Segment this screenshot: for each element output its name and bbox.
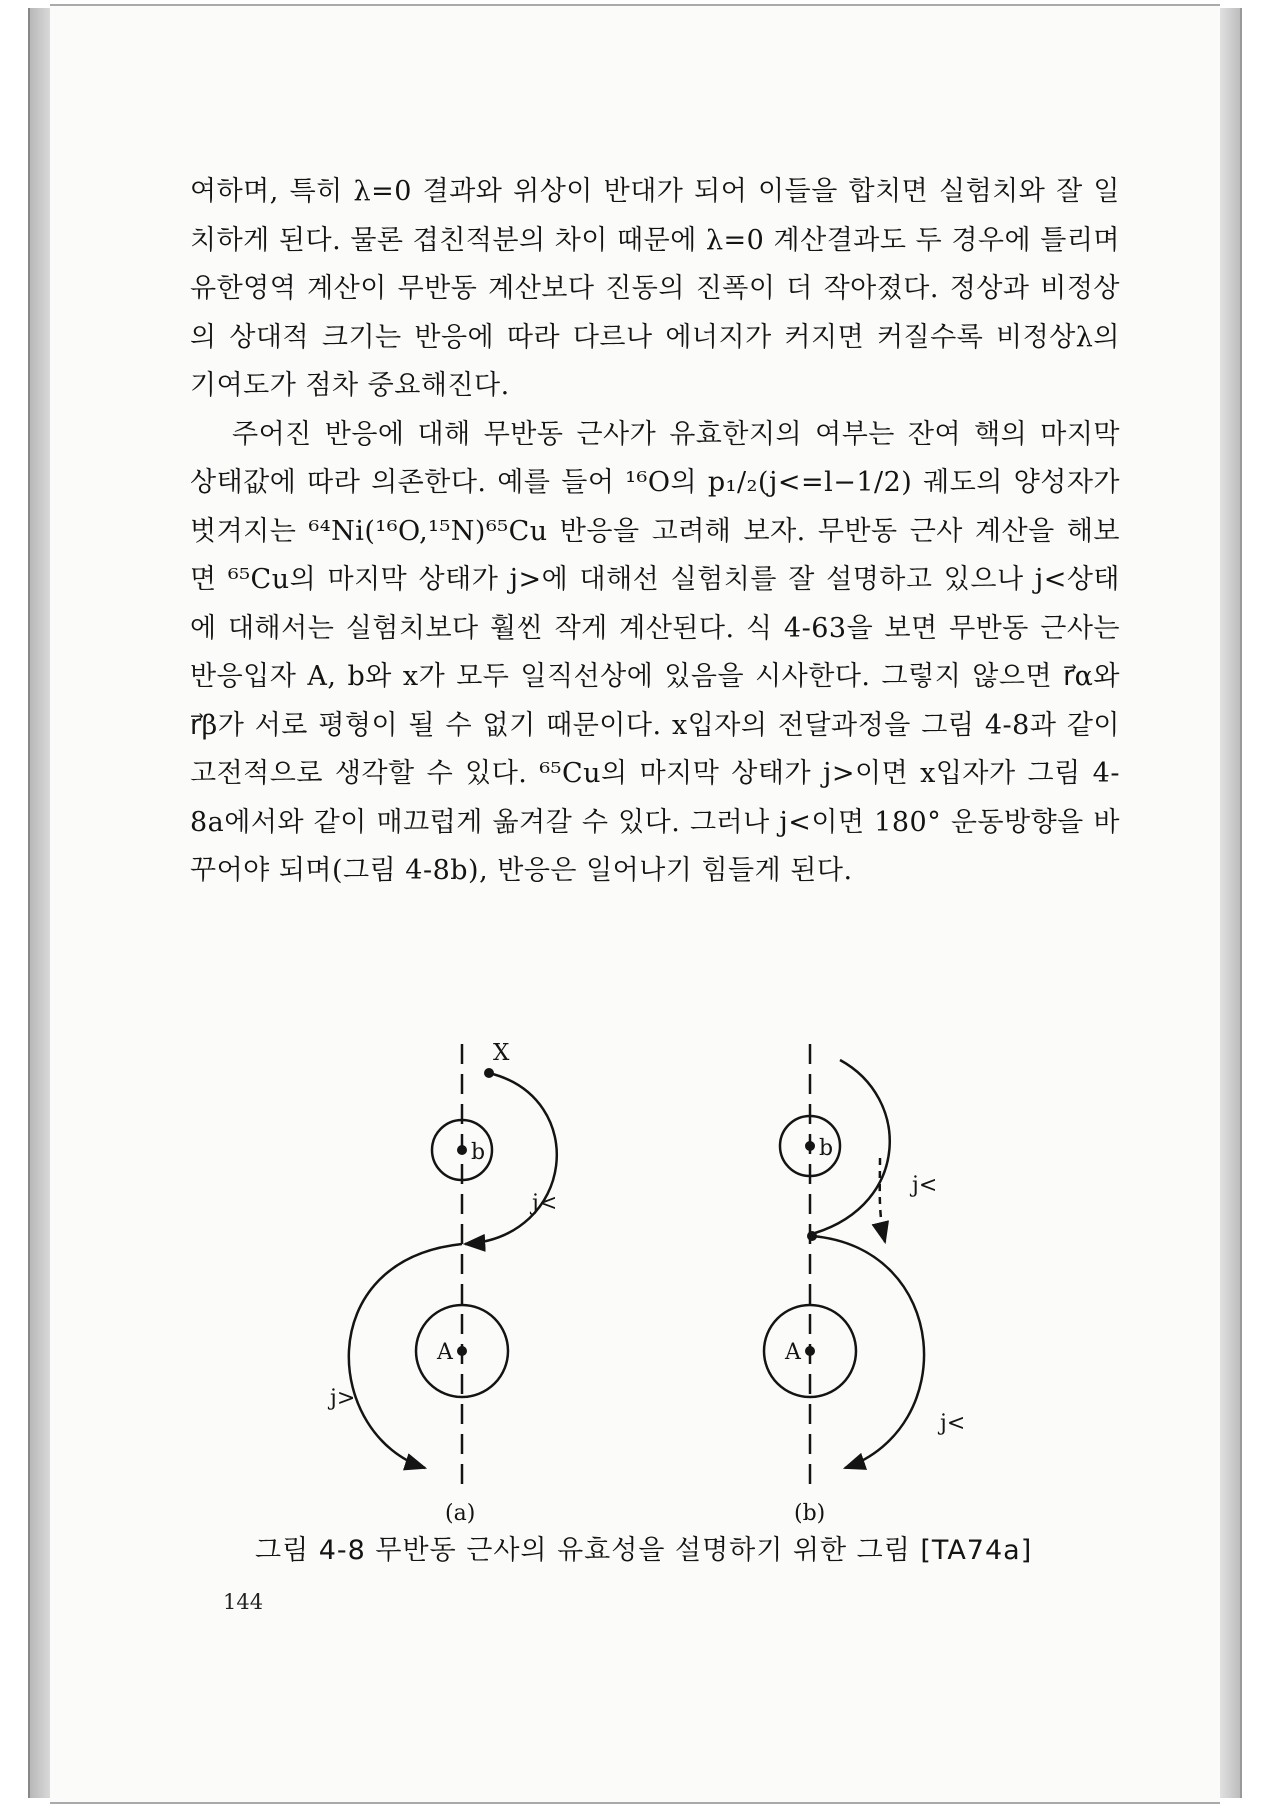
arc-lower-b [812, 1236, 924, 1468]
nucleus-A-dot-a [457, 1346, 467, 1356]
arc-upper-label-b: j< [912, 1173, 938, 1198]
panel-b-label: (b) [794, 1501, 826, 1526]
figure-diagram [300, 1028, 1120, 1528]
paragraph-2: 주어진 반응에 대해 무반동 근사가 유효한지의 여부는 잔여 핵의 마지막 상태값에 따라 의존한다. 예를 들어 ¹⁶O의 p₁/₂(j<=l−1/2) 궤도의 양성자가 벗겨지는 ⁶⁴Ni(¹⁶O,¹⁵N)⁶⁵Cu 반응을 고려해 보자. 무반동 근사 계산을 해보면 ⁶⁵Cu의 마지막 상태가 j>에 대해선 실험치를 잘 설명하고 있으나 j<상태에 대해서는 실험치보다 훨씬 작게 계산된다. 식 4-63을 보면 무반동 근사는 반응입자 A, b와 x가 모두 일직선상에 있음을 시사한다. 그렇지 않으면 r⃗α와 r⃗β가 서로 평형이 될 수 없기 때문이다. x입자의 전달과정을 그림 4-8과 같이 고전적으로 생각할 수 있다. ⁶⁵Cu의 마지막 상태가 j>이면 x입자가 그림 4-8a에서와 같이 매끄럽게 옮겨갈 수 있다. 그러나 j<이면 180° 운동방향을 바꾸어야 되며(그림 4-8b), 반응은 일어나기 힘들게 된다. [190, 418, 1120, 886]
panel-a [327, 1040, 557, 1526]
arc-lower-label-a: j> [330, 1386, 356, 1411]
nucleus-b-label-b: b [819, 1136, 834, 1161]
particle-x-label: X [493, 1040, 510, 1066]
nucleus-A-label-b: A [785, 1340, 801, 1365]
nucleus-b-label-a: b [471, 1140, 486, 1165]
paragraph-1: 여하며, 특히 λ=0 결과와 위상이 반대가 되어 이들을 합치면 실험치와 잘 일치하게 된다. 물론 겹친적분의 차이 때문에 λ=0 계산결과도 두 경우에 틀리며 유한영역 계산이 무반동 계산보다 진동의 진폭이 더 작아졌다. 정상과 비정상의 상대적 크기는 반응에 따라 다르나 에너지가 커지면 커질수록 비정상λ의 기여도가 점차 중요해진다. [190, 176, 1120, 401]
page-number: 144 [223, 1590, 264, 1614]
panel-b [764, 1044, 965, 1526]
page-edge-left [28, 8, 52, 1798]
figure-caption: 그림 4-8 무반동 근사의 유효성을 설명하기 위한 그림 [TA74a] [255, 1535, 1033, 1566]
nucleus-b-dot-a [457, 1145, 467, 1155]
nucleus-A-label-a: A [437, 1340, 453, 1365]
panel-a-label: (a) [445, 1501, 476, 1526]
body-text [190, 168, 1120, 896]
nucleus-A-dot-b [805, 1346, 815, 1356]
nucleus-b-dot-b [805, 1141, 815, 1151]
arc-upper-label-a: j< [532, 1191, 558, 1216]
arc-lower-label-b: j< [940, 1411, 966, 1436]
figure-4-8 [300, 1028, 1120, 1528]
